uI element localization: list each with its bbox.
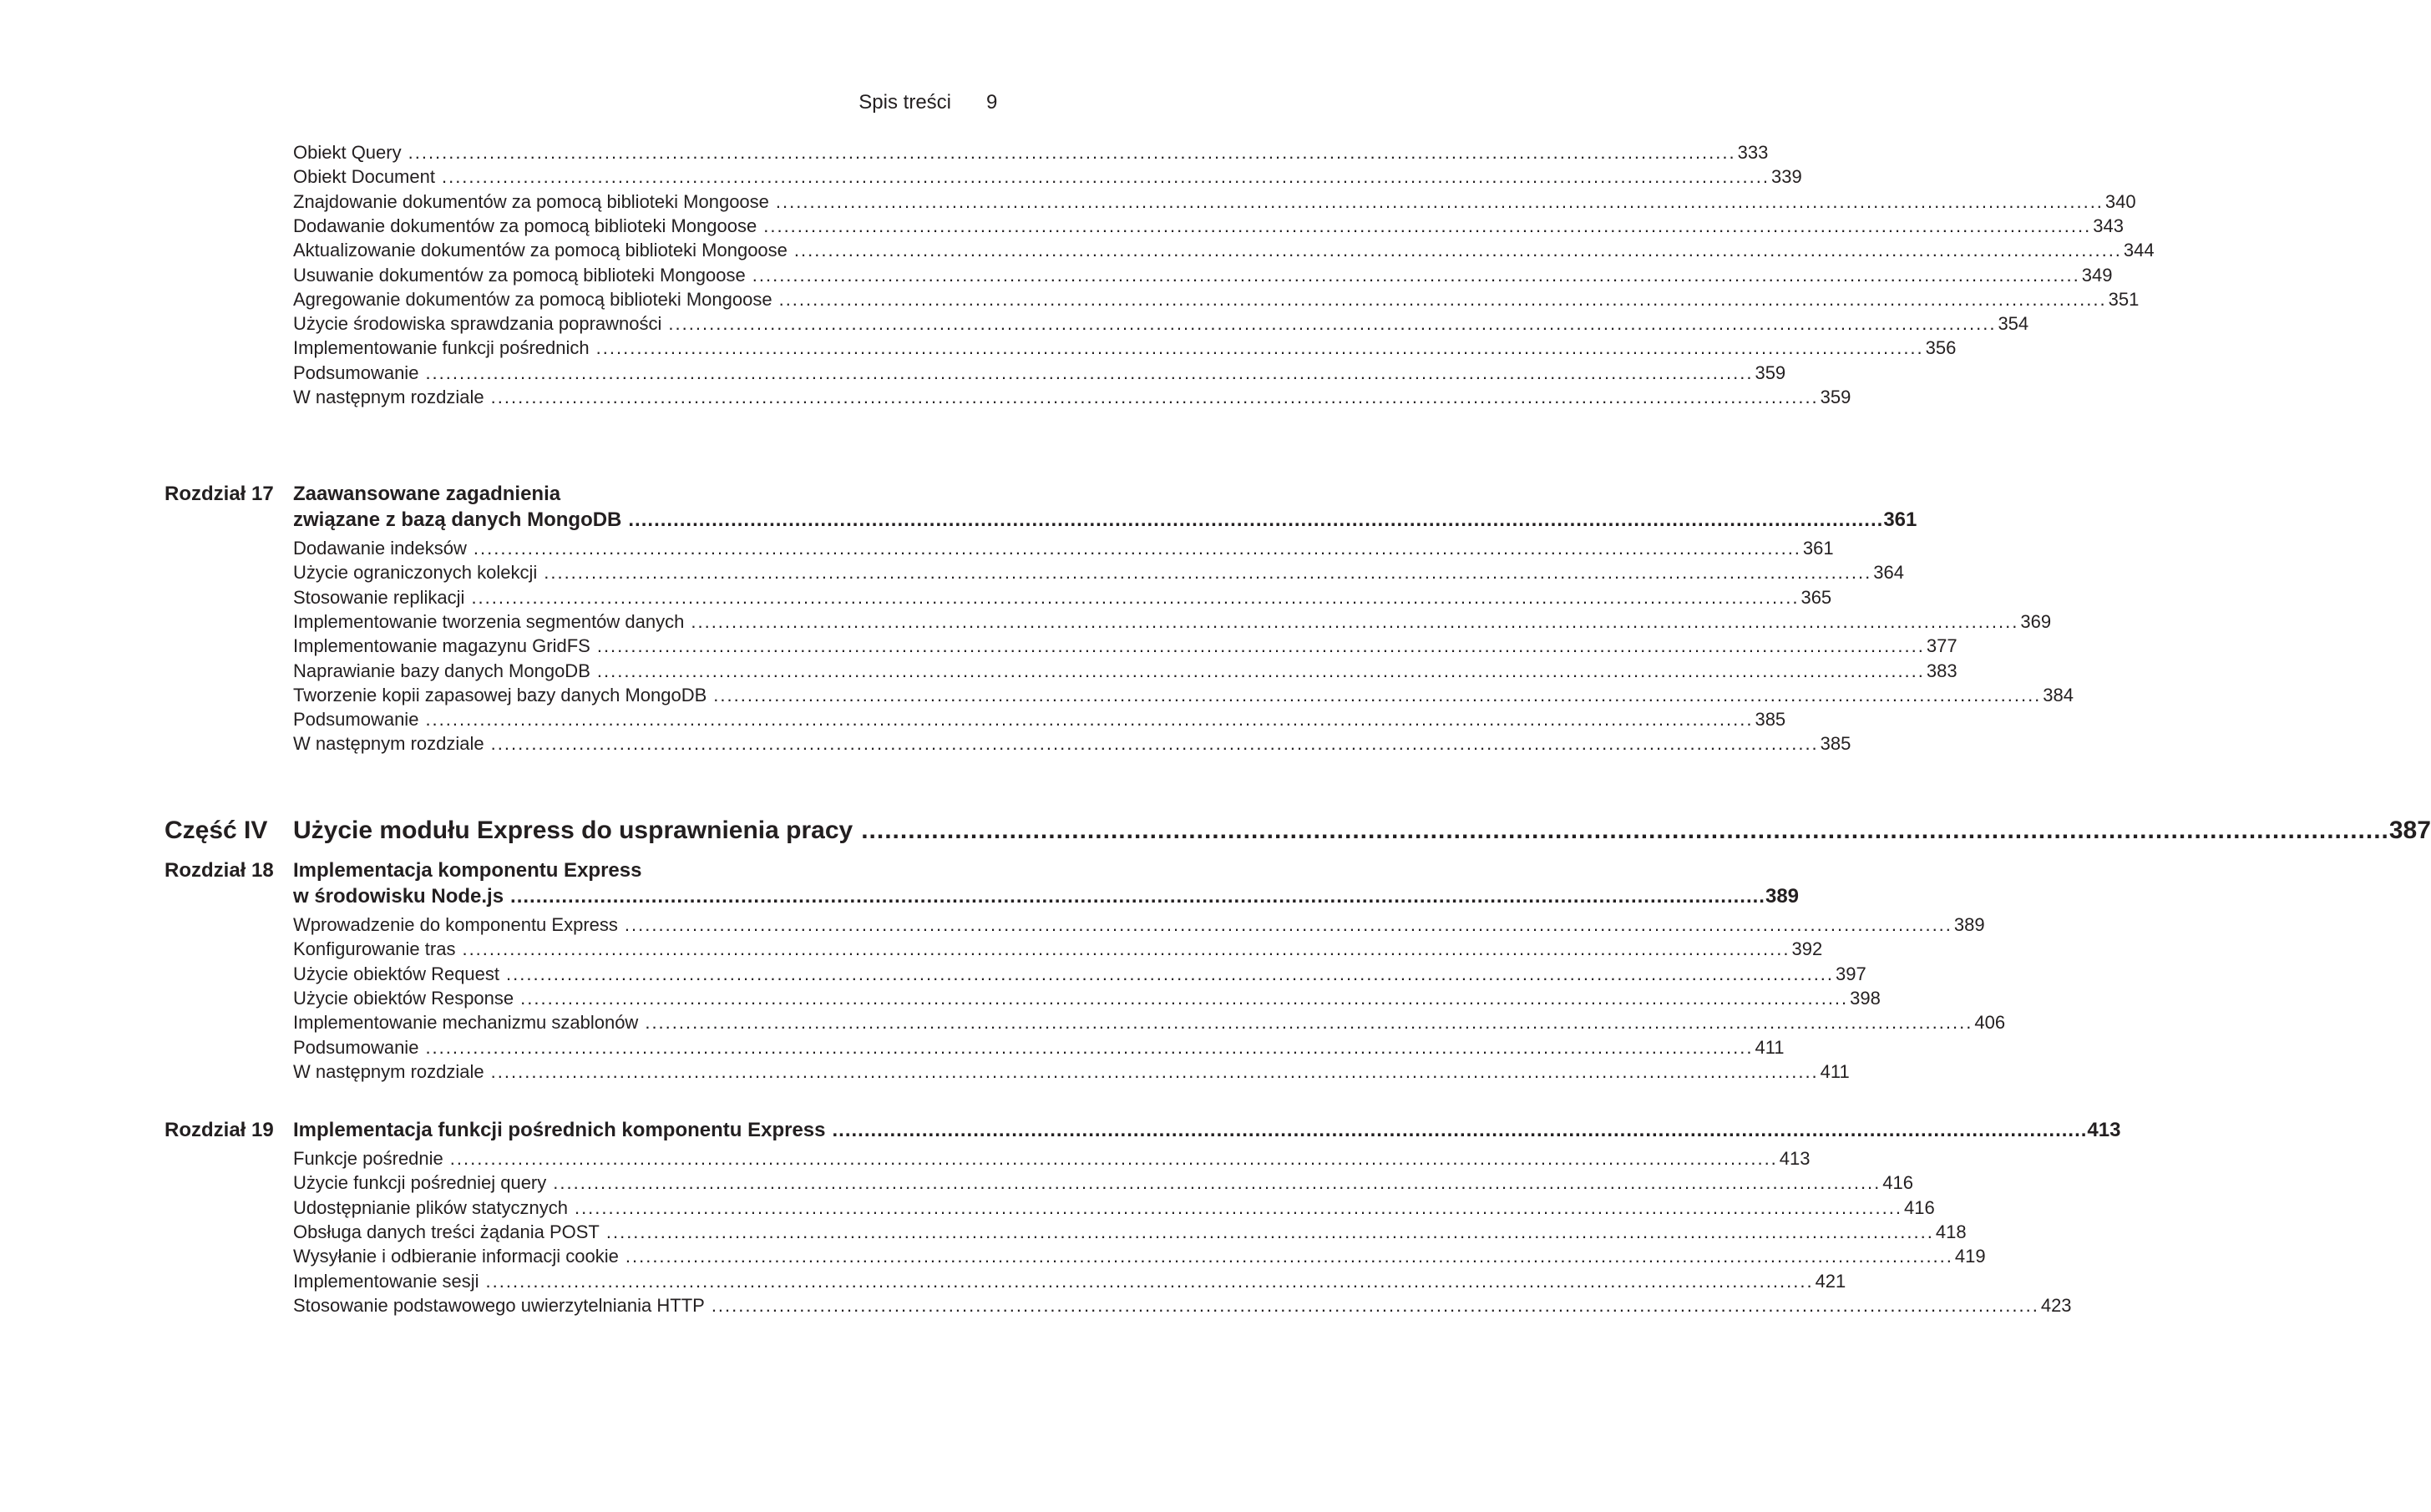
toc-entry [293, 1268, 1846, 1295]
dot-leader: .................................................................................................................................................................................................... [449, 1148, 1778, 1169]
entry-page-number: 383 [1926, 660, 1957, 681]
entry-title: Implementowanie funkcji pośrednich [293, 337, 590, 358]
dot-leader: .................................................................................................................................................................................................... [691, 611, 2019, 632]
entry-title: Użycie środowiska sprawdzania poprawności [293, 313, 662, 334]
entry-page-number: 406 [1974, 1012, 2006, 1033]
entry-page-number: 411 [1820, 1061, 1850, 1082]
entry-page-number: 361 [1883, 508, 1917, 531]
entry-title: Funkcje pośrednie [293, 1148, 443, 1169]
dot-leader: .................................................................................................................................................................................................... [793, 240, 2122, 260]
dot-leader: .................................................................................................................................................................................................... [441, 166, 1770, 187]
dot-leader: .................................................................................................................................................................................................... [605, 1221, 1934, 1242]
entry-title: Użycie funkcji pośredniej query [293, 1172, 547, 1193]
toc-entry [293, 985, 1881, 1012]
toc-entry [293, 1292, 2072, 1319]
entry-title: Dodawanie dokumentów za pomocą biblioteki Mongoose [293, 215, 757, 236]
entry-page-number: 356 [1925, 337, 1957, 358]
toc-entry [293, 262, 2113, 289]
dot-leader: .................................................................................................................................................................................................... [506, 963, 1835, 984]
toc-entry [293, 286, 2140, 313]
dot-leader: .................................................................................................................................................................................................... [425, 362, 1754, 383]
entry-page-number: 419 [1954, 1246, 1986, 1267]
toc-entry [293, 706, 1786, 733]
toc-entry [293, 535, 1834, 562]
entry-page-number: 418 [1935, 1221, 1967, 1242]
entry-title: Konfigurowanie tras [293, 938, 456, 959]
entry-title: W następnym rozdziale [293, 387, 484, 407]
entry-page-number: 392 [1791, 938, 1823, 959]
entry-title: Użycie modułu Express do usprawnienia pracy [293, 817, 853, 844]
entry-page-number: 359 [1755, 362, 1786, 383]
entry-title: Implementowanie mechanizmu szablonów [293, 1012, 639, 1033]
toc-entry [293, 213, 2124, 240]
toc-entry [293, 360, 1786, 387]
entry-title: Implementacja komponentu Express [293, 859, 642, 882]
toc-entry [293, 1243, 1986, 1270]
chapter-label-18: Rozdział 18 [165, 859, 274, 882]
toc-entry [293, 1170, 1913, 1196]
dot-leader: .................................................................................................................................................................................................... [628, 508, 1884, 531]
entry-page-number: 340 [2104, 191, 2136, 212]
entry-page-number: 351 [2108, 289, 2140, 310]
entry-page-number: 385 [1755, 709, 1786, 730]
dot-leader: .................................................................................................................................................................................................... [625, 1246, 1953, 1267]
entry-title: Podsumowanie [293, 362, 419, 383]
entry-page-number: 377 [1926, 635, 1957, 656]
toc-entry [293, 1219, 1967, 1246]
dot-leader: .................................................................................................................................................................................................... [763, 215, 2092, 236]
dot-leader: .................................................................................................................................................................................................... [713, 685, 2042, 705]
chapter-label-17: Rozdział 17 [165, 483, 274, 505]
header-page-number: 9 [986, 91, 998, 114]
dot-leader: .................................................................................................................................................................................................... [596, 635, 1925, 656]
toc-entry [293, 682, 2074, 709]
toc-entry [293, 1059, 1850, 1085]
dot-leader: .................................................................................................................................................................................................... [520, 988, 1849, 1009]
entry-page-number: 339 [1770, 166, 1802, 187]
entry-page-number: 423 [2040, 1295, 2072, 1316]
entry-title: Naprawianie bazy danych MongoDB [293, 660, 590, 681]
dot-leader: .................................................................................................................................................................................................... [544, 562, 1872, 583]
entry-page-number: 389 [1765, 885, 1800, 908]
dot-leader: .................................................................................................................................................................................................... [775, 191, 2104, 212]
chapter-title-17-line1 [293, 481, 950, 508]
dot-leader: .................................................................................................................................................................................................... [778, 289, 2107, 310]
entry-title: Użycie ograniczonych kolekcji [293, 562, 538, 583]
entry-title: Użycie obiektów Request [293, 963, 500, 984]
entry-page-number: 397 [1836, 963, 1866, 984]
dot-leader: .................................................................................................................................................................................................... [425, 709, 1754, 730]
entry-page-number: 398 [1850, 988, 1881, 1009]
dot-leader: .................................................................................................................................................................................................... [510, 885, 1765, 908]
dot-leader: .................................................................................................................................................................................................... [471, 587, 1800, 608]
dot-leader: .................................................................................................................................................................................................... [425, 1037, 1754, 1058]
toc-entry [293, 237, 2155, 264]
chapter-title-18-line2 [293, 883, 1800, 910]
entry-title: Aktualizowanie dokumentów za pomocą biblioteki Mongoose [293, 240, 788, 260]
entry-title: Stosowanie podstawowego uwierzytelniania HTTP [293, 1295, 705, 1316]
entry-title: Agregowanie dokumentów za pomocą biblioteki Mongoose [293, 289, 772, 310]
running-header [0, 90, 1118, 115]
entry-page-number: 413 [1779, 1148, 1811, 1169]
toc-entry [293, 1034, 1785, 1061]
entry-page-number: 361 [1802, 538, 1834, 559]
entry-title: W następnym rozdziale [293, 733, 484, 754]
toc-entry [293, 189, 2136, 215]
dot-leader: .................................................................................................................................................................................................... [596, 660, 1925, 681]
entry-title: Wysyłanie i odbieranie informacji cookie [293, 1246, 619, 1267]
entry-page-number: 369 [2020, 611, 2052, 632]
part-title-iv [293, 814, 2431, 847]
toc-entry [293, 609, 2052, 635]
entry-title: Implementowanie sesji [293, 1271, 479, 1292]
entry-title: Podsumowanie [293, 1037, 419, 1058]
entry-title: Dodawanie indeksów [293, 538, 467, 559]
entry-page-number: 364 [1873, 562, 1904, 583]
entry-page-number: 333 [1737, 142, 1769, 163]
toc-entry [293, 1195, 1935, 1221]
toc-entry [293, 584, 1832, 611]
entry-title: w środowisku Node.js [293, 885, 504, 908]
entry-title: Usuwanie dokumentów za pomocą biblioteki Mongoose [293, 265, 746, 286]
header-title: Spis treści [858, 91, 951, 114]
entry-page-number: 387 [2388, 817, 2431, 844]
entry-title: Zaawansowane zagadnienia [293, 483, 561, 505]
entry-page-number: 421 [1815, 1271, 1846, 1292]
toc-entry [293, 311, 2029, 337]
dot-leader: .................................................................................................................................................................................................... [645, 1012, 1973, 1033]
dot-leader: .................................................................................................................................................................................................... [861, 817, 2389, 844]
toc-entry [293, 633, 1957, 660]
entry-page-number: 343 [2093, 215, 2124, 236]
dot-leader: .................................................................................................................................................................................................... [490, 733, 1819, 754]
entry-title: Podsumowanie [293, 709, 419, 730]
entry-page-number: 411 [1755, 1037, 1785, 1058]
entry-title: Implementowanie magazynu GridFS [293, 635, 590, 656]
toc-entry [293, 912, 1985, 938]
entry-title: W następnym rozdziale [293, 1061, 484, 1082]
toc-entry [293, 658, 1957, 685]
entry-page-number: 413 [2087, 1119, 2121, 1141]
dot-leader: .................................................................................................................................................................................................... [490, 1061, 1819, 1082]
entry-page-number: 384 [2043, 685, 2074, 705]
toc-entry [293, 384, 1851, 411]
entry-page-number: 344 [2123, 240, 2155, 260]
dot-leader: .................................................................................................................................................................................................... [668, 313, 1997, 334]
toc-entry [293, 335, 1957, 362]
dot-leader: .................................................................................................................................................................................................... [490, 387, 1819, 407]
chapter-title-17-line2 [293, 507, 1917, 533]
entry-title: związane z bazą danych MongoDB [293, 508, 622, 531]
toc-entry [293, 164, 1802, 190]
toc-entry [293, 559, 1904, 586]
dot-leader: .................................................................................................................................................................................................... [752, 265, 2080, 286]
dot-leader: .................................................................................................................................................................................................... [832, 1119, 2088, 1141]
entry-title: Implementacja funkcji pośrednich komponentu Express [293, 1119, 826, 1141]
entry-title: Obsługa danych treści żądania POST [293, 1221, 600, 1242]
entry-page-number: 385 [1820, 733, 1851, 754]
toc-entry [293, 731, 1851, 757]
dot-leader: .................................................................................................................................................................................................... [553, 1172, 1881, 1193]
dot-leader: .................................................................................................................................................................................................... [574, 1197, 1902, 1218]
entry-title: Udostępnianie plików statycznych [293, 1197, 568, 1218]
entry-page-number: 359 [1820, 387, 1851, 407]
entry-title: Znajdowanie dokumentów za pomocą biblioteki Mongoose [293, 191, 769, 212]
entry-page-number: 349 [2081, 265, 2113, 286]
entry-title: Tworzenie kopii zapasowej bazy danych MongoDB [293, 685, 707, 705]
toc-entry [293, 936, 1823, 963]
dot-leader: .................................................................................................................................................................................................... [485, 1271, 1814, 1292]
chapter-label-19: Rozdział 19 [165, 1119, 274, 1141]
toc-entry [293, 1009, 2006, 1036]
dot-leader: .................................................................................................................................................................................................... [595, 337, 1924, 358]
entry-page-number: 354 [1998, 313, 2029, 334]
toc-entry [293, 139, 1769, 166]
part-label-iv: Część IV [165, 817, 268, 844]
entry-page-number: 416 [1903, 1197, 1935, 1218]
dot-leader: .................................................................................................................................................................................................... [462, 938, 1790, 959]
entry-page-number: 389 [1953, 914, 1985, 935]
toc-entry [293, 961, 1866, 988]
entry-title: Obiekt Document [293, 166, 435, 187]
entry-title: Wprowadzenie do komponentu Express [293, 914, 618, 935]
dot-leader: .................................................................................................................................................................................................... [711, 1295, 2039, 1316]
entry-title: Użycie obiektów Response [293, 988, 514, 1009]
entry-page-number: 365 [1800, 587, 1832, 608]
entry-title: Obiekt Query [293, 142, 402, 163]
entry-title: Stosowanie replikacji [293, 587, 465, 608]
dot-leader: .................................................................................................................................................................................................... [473, 538, 1801, 559]
chapter-title-19 [293, 1117, 2121, 1144]
toc-entry [293, 1145, 1811, 1172]
entry-title: Implementowanie tworzenia segmentów danych [293, 611, 685, 632]
chapter-title-18-line1 [293, 857, 950, 884]
entry-page-number: 416 [1882, 1172, 1913, 1193]
dot-leader: .................................................................................................................................................................................................... [408, 142, 1736, 163]
dot-leader: .................................................................................................................................................................................................... [624, 914, 1952, 935]
